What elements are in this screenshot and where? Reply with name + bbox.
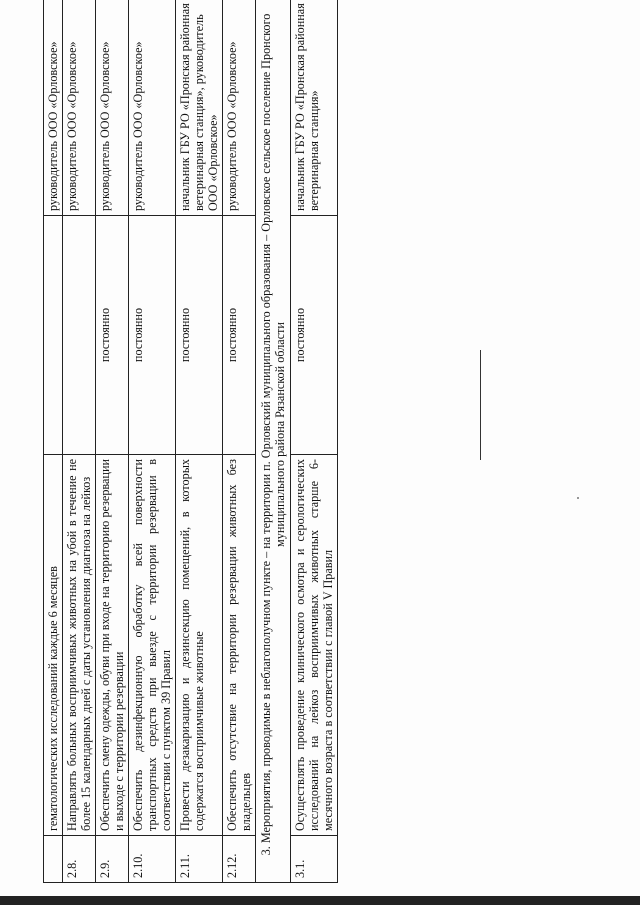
term-cell — [44, 216, 63, 455]
text-cell: Провести дезакаризацию и дезинсекцию помещений, в которых содержатся восприимчивые животные — [176, 455, 223, 836]
resp-cell: руководитель ООО «Орловское» — [129, 0, 176, 216]
resp-cell: руководитель ООО «Орловское» — [96, 0, 129, 216]
resp-cell: руководитель ООО «Орловское» — [223, 0, 256, 216]
term-cell: постоянно — [291, 216, 338, 455]
measures-table — [43, 0, 338, 883]
table-row — [176, 0, 223, 883]
text-cell: Осуществлять проведение клинического осмотра и серологических исследований на лейкоз восприимчивых животных старше 6-месячного возраста в соответствии с главой V Правил — [291, 455, 338, 836]
term-cell: постоянно — [223, 216, 256, 455]
end-rule-line — [480, 350, 481, 460]
resp-cell: начальник ГБУ РО «Пронская районная ветеринарная станция», руководитель ООО «Орловское» — [176, 0, 223, 216]
num-cell: 2.12. — [223, 836, 256, 883]
text-cell: Обеспечить отсутствие на территории резервации животных без владельцев — [223, 455, 256, 836]
table-row — [63, 0, 96, 883]
num-cell: 2.9. — [96, 836, 129, 883]
num-cell: 2.11. — [176, 836, 223, 883]
term-cell: постоянно — [129, 216, 176, 455]
table-row — [223, 0, 256, 883]
resp-cell: руководитель ООО «Орловское» — [44, 0, 63, 216]
text-cell: Направлять больных восприимчивых животных на убой в течение не более 15 календарных дней с даты установления диагноза на лейкоз — [63, 455, 96, 836]
section-header-row — [256, 0, 291, 883]
num-cell — [44, 836, 63, 883]
text-cell: Обеспечить смену одежды, обуви при входе на территорию резервации и выходе с территории резервации — [96, 455, 129, 836]
resp-cell: начальник ГБУ РО «Пронская районная ветеринарная станция» — [291, 0, 338, 216]
table-row — [96, 0, 129, 883]
table-row — [129, 0, 176, 883]
term-cell: постоянно — [96, 216, 129, 455]
text-cell: Обеспечить дезинфекционную обработку всей поверхности транспортных средств при выезде с территории резервации в соответствии с пунктом 39 Правил — [129, 455, 176, 836]
table-row — [44, 0, 63, 883]
scan-bottom-edge — [0, 896, 640, 905]
speck-mark — [577, 497, 579, 499]
term-cell — [63, 216, 96, 455]
table-row — [291, 0, 338, 883]
num-cell: 2.10. — [129, 836, 176, 883]
num-cell: 2.8. — [63, 836, 96, 883]
text-cell: гематологических исследований каждые 6 месяцев — [44, 455, 63, 836]
section-3-title: 3. Мероприятия, проводимые в неблагополучном пункте – на территории п. Орловский муниципального образования – Орловское сельское поселение Пронского муниципального района Рязанской области — [256, 0, 291, 883]
num-cell: 3.1. — [291, 836, 338, 883]
resp-cell: руководитель ООО «Орловское» — [63, 0, 96, 216]
rotated-table-container — [43, 3, 413, 883]
term-cell: постоянно — [176, 216, 223, 455]
